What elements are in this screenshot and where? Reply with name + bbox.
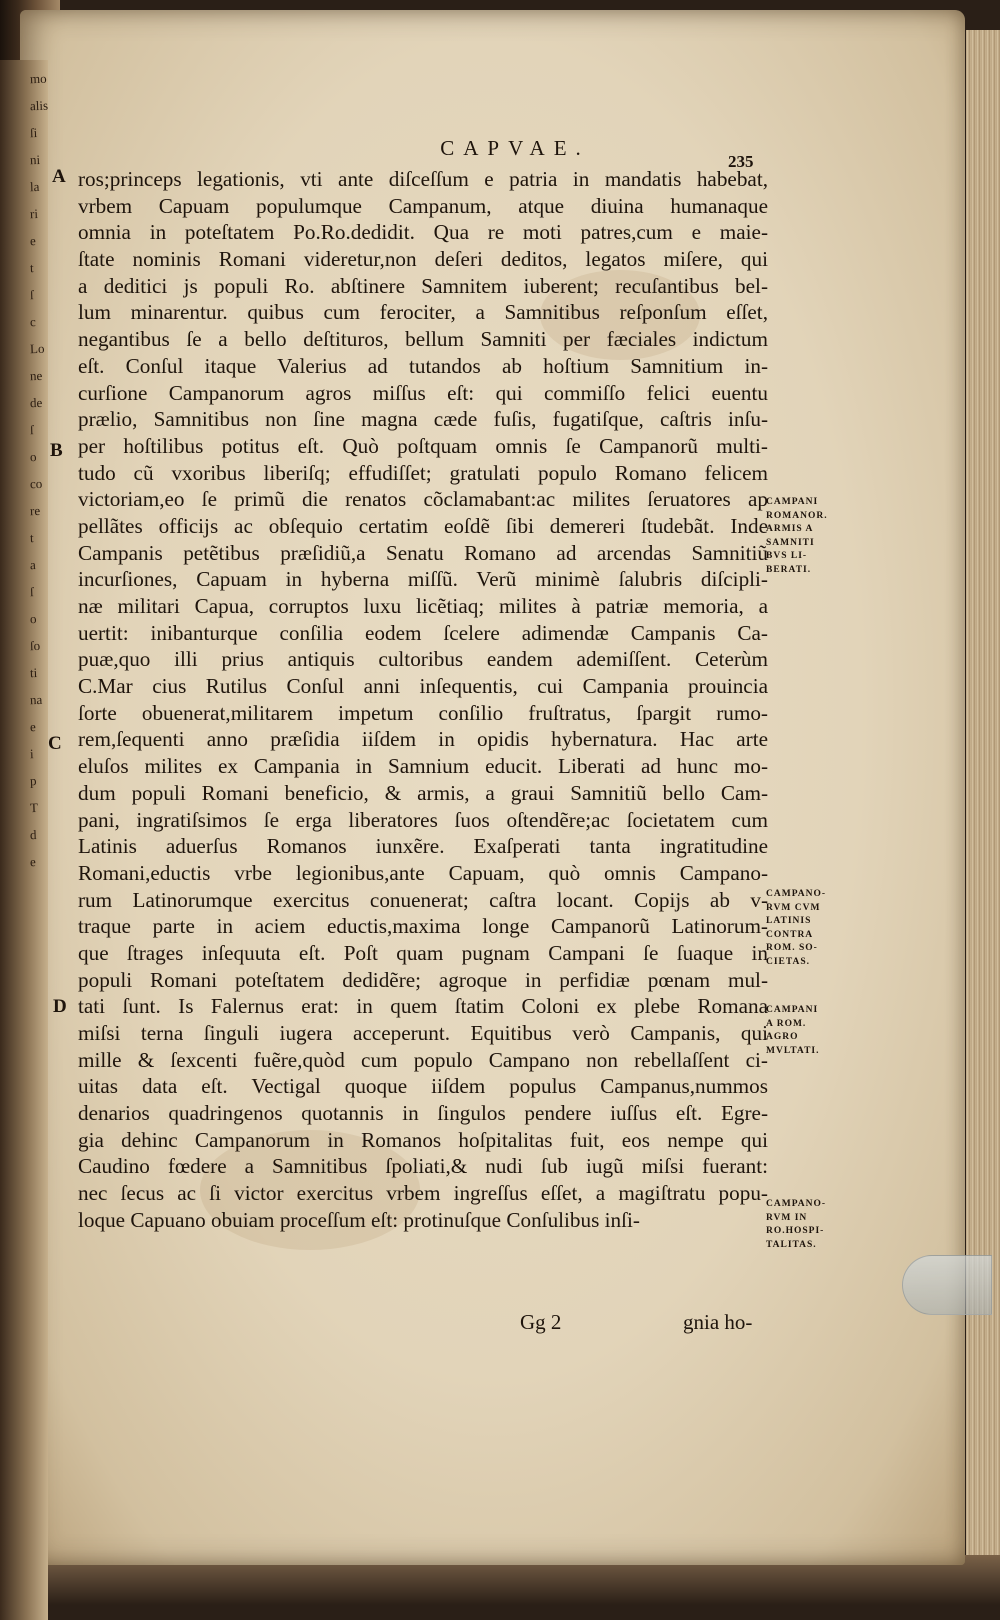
- text-line: traque parte in aciem eductis,maxima longe Campanorũ Latinorum-: [78, 914, 768, 939]
- text-line: ſtate nominis Romani videretur,non deſeri deditos, legatos miſere, qui: [78, 247, 768, 272]
- facing-page-text: ſ: [29, 287, 34, 303]
- text-line: lum minarentur. quibus cum ferociter, a Samnitibus reſponſum eſſet,: [78, 300, 768, 325]
- facing-page-text: e: [29, 854, 37, 870]
- facing-page-text: ti: [29, 665, 38, 681]
- text-line: ſorte obuenerat,militarem impetum conſilio fruſtratus, ſpargit rumo-: [78, 700, 768, 725]
- text-line: Caudino fœdere a Samnitibus ſpoliati,& nudi ſub iugũ miſsi fuerant:: [78, 1154, 768, 1179]
- facing-page-text: a: [29, 557, 37, 573]
- text-line: pani, ingratiſsimos ſe erga liberatores ſuos oſtendẽre;ac ſocietatem cum: [78, 807, 768, 832]
- text-line: Latinis aduerſus Romanos iunxẽre. Exaſperati tanta ingratitudine: [78, 834, 768, 859]
- page-number: 235: [728, 152, 754, 171]
- text-line: negantibus ſe a bello deſtituros, bellum Samniti per fæciales indictum: [78, 327, 768, 352]
- text-line: Campanis petẽtibus præſidiũ,a Senatu Romano ad arcendas Samnitiũ: [78, 540, 768, 565]
- text-line: Romani,eductis vrbe legionibus,ante Capuam, quò omnis Campano-: [78, 860, 768, 885]
- facing-page-text: ſ: [29, 422, 34, 438]
- text-line: loque Capuano obuiam proceſſum eſt: protinuſque Conſulibus inſi-: [78, 1207, 640, 1232]
- margin-note-2: CAMPANO- RVM CVM LATINIS CONTRA ROM. SO- CIETAS.: [766, 889, 827, 967]
- facing-page-text: e: [29, 233, 37, 249]
- text-line: que ſtrages inſequuta eſt. Poſt quam pugnam Campani ſe ſuaque in: [78, 940, 768, 965]
- text-line: C.Mar cius Rutilus Conſul anni inſequentis, cui Campania prouincia: [78, 674, 768, 699]
- facing-page-text: ne: [29, 367, 43, 384]
- section-letter-a: A: [52, 166, 66, 187]
- facing-page-text: T: [29, 800, 39, 816]
- text-line: eſt. Conſul itaque Valerius ad tutandos ab hoſtium Samnitium in-: [78, 353, 768, 378]
- facing-page-text: la: [29, 178, 40, 195]
- catchword: gnia ho-: [683, 1310, 753, 1334]
- text-line: uertit: inibanturque conſilia eodem ſcelere adimendæ Campanis Ca-: [78, 620, 768, 645]
- facing-page-text: e: [29, 719, 37, 735]
- facing-page-fragment: [0, 60, 48, 1620]
- text-line: rum Latinorumque exercitus conuenerat; caſtra locant. Copijs ab v-: [78, 887, 768, 912]
- facing-page-text: o: [29, 611, 37, 627]
- facing-page-text: de: [29, 394, 43, 411]
- facing-page-text: co: [29, 475, 43, 492]
- facing-page-text: o: [29, 449, 37, 465]
- facing-page-text: c: [29, 314, 37, 330]
- facing-page-text: ſi: [29, 125, 38, 141]
- facing-page-text: t: [29, 260, 34, 276]
- section-letter-b: B: [50, 440, 63, 461]
- facing-page-text: alis: [29, 97, 48, 114]
- facing-page-text: ſo: [29, 637, 41, 654]
- text-line: incurſiones, Capuam in hyberna miſſũ. Verũ minimè ſalubris diſcipli-: [78, 567, 768, 592]
- text-line: eluſos milites ex Campania in Samnium educit. Liberati ad hunc mo-: [78, 754, 768, 779]
- facing-page-text: ri: [29, 206, 39, 222]
- section-letter-d: D: [53, 996, 67, 1017]
- text-line: vrbem Capuam populumque Campanum, atque diuina humanaque: [78, 193, 768, 218]
- margin-note-1: CAMPANI ROMANOR. ARMIS A SAMNITI BVS LI- BERATI.: [766, 497, 828, 575]
- facing-page-text: t: [29, 530, 34, 546]
- text-line: gia dehinc Campanorum in Romanos hoſpitalitas fuit, eos nempe qui: [78, 1127, 768, 1152]
- text-line: uitas data eſt. Vectigal quoque iiſdem populus Campanus,nummos: [78, 1074, 768, 1099]
- text-line: dum populi Romani beneficio, & armis, a graui Samnitiũ bello Cam-: [78, 780, 768, 805]
- signature-mark: Gg 2: [520, 1310, 562, 1334]
- facing-page-text: d: [29, 827, 37, 843]
- running-header: CAPVAE.: [440, 136, 590, 160]
- facing-page-text: re: [29, 502, 41, 519]
- page-edges-right: [966, 30, 1000, 1570]
- text-line: a deditici js populi Ro. abſtinere Samnitem iuberent; recuſantibus bel-: [78, 273, 768, 298]
- text-line: ros;princeps legationis, vti ante diſceſſum e patria in mandatis habebat,: [78, 167, 768, 191]
- margin-note-4: CAMPANO- RVM IN RO.HOSPI- TALITAS.: [766, 1199, 827, 1250]
- main-text-block: [78, 166, 768, 1234]
- text-line: næ militari Capua, corruptos luxu licẽtiaq; milites à patriæ memoria, a: [78, 594, 768, 618]
- facing-page-text: Lo: [29, 340, 45, 357]
- facing-page-text: i: [29, 746, 34, 762]
- text-line: rem,ſequenti anno præſidia iiſdem in opidis hybernatura. Hac arte: [78, 727, 768, 752]
- text-line: per hoſtilibus potitus eſt. Quò poſtquam omnis ſe Campanorũ multi-: [78, 433, 768, 458]
- text-line: prælio, Samnitibus non ſine magna cæde fuſis, fugatiſque, caſtris inſu-: [78, 407, 768, 432]
- facing-page-text: ſ: [29, 584, 34, 600]
- text-line: denarios quadringenos quotannis in ſingulos pendere iuſſus eſt. Egre-: [78, 1101, 768, 1126]
- text-line: mille & ſexcenti fuẽre,quòd cum populo Campano non rebellaſſent ci-: [78, 1047, 768, 1072]
- text-line: miſsi terna ſinguli iugera acceperunt. Equitibus verò Campanis, qui: [78, 1021, 768, 1045]
- text-line: pellãtes officijs ac obſequio certatim eoſdẽ ſibi demereri ſtudebãt. Inde: [78, 513, 768, 538]
- page-clip: [902, 1255, 992, 1315]
- text-line: omnia in poteſtatem Po.Ro.dedidit. Qua re moti patres,cum e maie-: [78, 220, 768, 245]
- facing-page-text: mo: [29, 70, 47, 87]
- facing-page-text: p: [29, 773, 37, 789]
- text-line: nec ſecus ac ſi victor exercitus vrbem ingreſſus eſſet, a magiſtratu popu-: [78, 1181, 768, 1206]
- text-line: victoriam,eo ſe primũ die renatos cõclamabant:ac milites ſeruatores ap: [78, 487, 768, 512]
- section-letter-c: C: [48, 733, 62, 754]
- text-line: puæ,quo illi prius antiquis cultoribus eandem ademiſſent. Ceterùm: [78, 647, 768, 672]
- facing-page-text: na: [29, 691, 43, 708]
- text-line: tudo cũ vxoribus liberiſq; effudiſſet; gratulati populo Romano felicem: [78, 460, 768, 485]
- text-line: curſione Campanorum agros miſſus eſt: qui commiſſo felici euentu: [78, 380, 768, 405]
- facing-page-text: ni: [29, 151, 41, 168]
- margin-note-3: CAMPANI A ROM. AGRO MVLTATI.: [766, 1005, 820, 1056]
- text-line: populi Romani poteſtatem dedidẽre; agroque in perfidiæ pœnam mul-: [78, 967, 768, 992]
- text-line: tati ſunt. Is Falernus erat: in quem ſtatim Coloni ex plebe Romana: [78, 994, 768, 1019]
